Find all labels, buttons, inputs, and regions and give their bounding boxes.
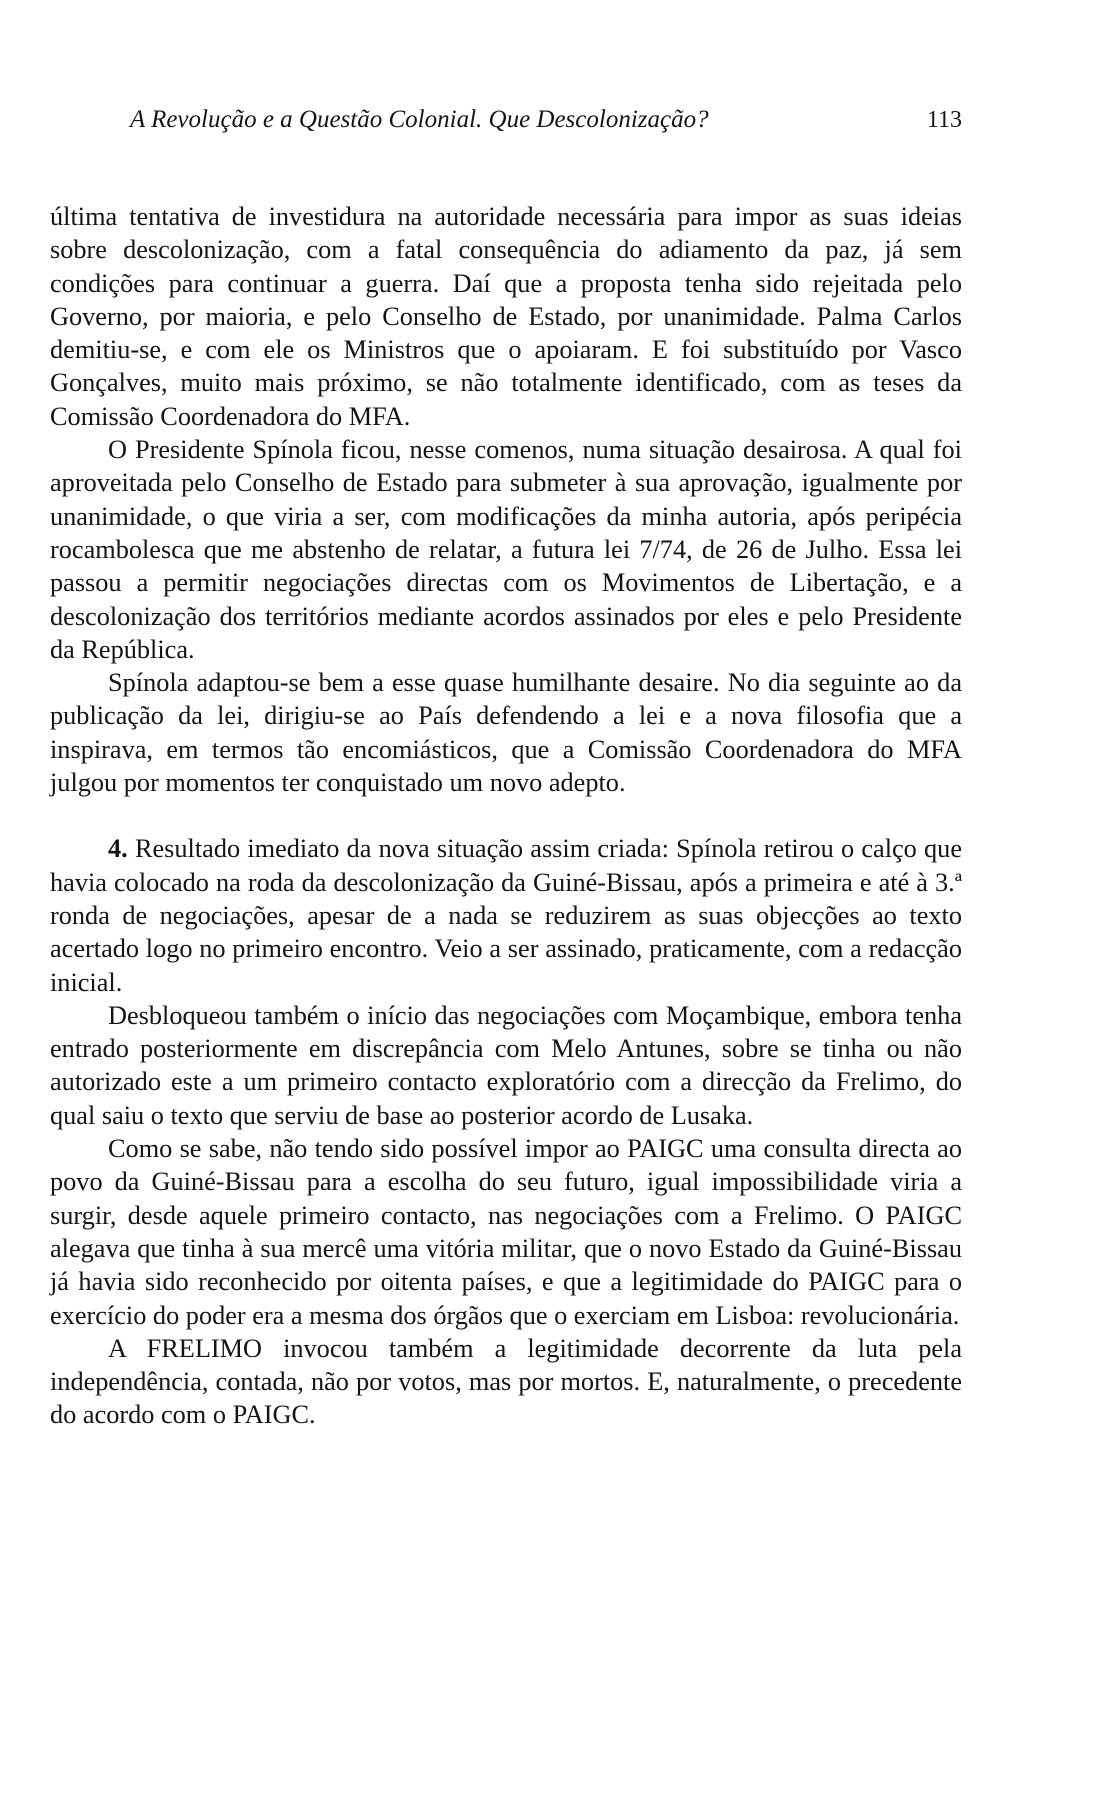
paragraph: Desbloqueou também o início das negociações com Moçambique, embora tenha entrado posteriormente em discrepância com Melo Antunes, sobre se tinha ou não autorizado este a um primeiro contacto exploratório com a direcção da Frelimo, do qual saiu o texto que serviu de base ao posterior acordo de Lusaka. bbox=[50, 1000, 962, 1130]
running-header bbox=[130, 106, 962, 142]
section-number: 4. bbox=[108, 834, 128, 864]
paragraph: Como se sabe, não tendo sido possível impor ao PAIGC uma consulta directa ao povo da Guiné-Bissau para a escolha do seu futuro, igual impossibilidade viria a surgir, desde aquele primeiro contacto, nas negociações com a Frelimo. O PAIGC alegava que tinha à sua mercê uma vitória militar, que o novo Estado da Guiné-Bissau já havia sido reconhecido por oitenta países, e que a legitimidade do PAIGC para o exercício do poder era a mesma dos órgãos que o exerciam em Lisboa: revolucionária. bbox=[50, 1134, 962, 1330]
paragraph: Spínola adaptou-se bem a esse quase humilhante desaire. No dia seguinte ao da publicação da lei, dirigiu-se ao País defendendo a lei e a nova filosofia que a inspirava, em termos tão encomiásticos, que a Comissão Coordenadora do MFA julgou por momentos ter conquistado um novo adepto. bbox=[50, 668, 962, 798]
page-number: 113 bbox=[926, 107, 962, 133]
section-first-paragraph-text: Resultado imediato da nova situação assim criada: Spínola retirou o calço que havia colocado na roda da descolonização da Guiné-Bissau, após a primeira e até à 3.ª ronda de negociações, apesar de a nada se reduzirem as suas objecções ao texto acertado logo no primeiro encontro. Veio a ser assinado, praticamente, com a redacção inicial. bbox=[50, 834, 962, 997]
running-title: A Revolução e a Questão Colonial. Que Descolonização? bbox=[130, 106, 709, 133]
section-4-paragraph bbox=[50, 832, 962, 998]
paragraph: A FRELIMO invocou também a legitimidade decorrente da luta pela independência, contada, não por votos, mas por mortos. E, naturalmente, o precedente do acordo com o PAIGC. bbox=[50, 1333, 962, 1430]
body-text bbox=[50, 200, 962, 1432]
paragraph: O Presidente Spínola ficou, nesse comenos, numa situação desairosa. A qual foi aproveitada pelo Conselho de Estado para submeter à sua aprovação, igualmente por unanimidade, o que viria a ser, com modificações da minha autoria, após peripécia rocambolesca que me abstenho de relatar, a futura lei 7/74, de 26 de Julho. Essa lei passou a permitir negociações directas com os Movimentos de Libertação, e a descolonização dos territórios mediante acordos assinados por eles e pelo Presidente da República. bbox=[50, 435, 962, 664]
paragraph: última tentativa de investidura na autoridade necessária para impor as suas ideias sobre descolonização, com a fatal consequência do adiamento da paz, já sem condições para continuar a guerra. Daí que a proposta tenha sido rejeitada pelo Governo, por maioria, e pelo Conselho de Estado, por unanimidade. Palma Carlos demitiu-se, e com ele os Ministros que o apoiaram. E foi substituído por Vasco Gonçalves, muito mais próximo, se não totalmente identificado, com as teses da Comissão Coordenadora do MFA. bbox=[50, 202, 962, 431]
